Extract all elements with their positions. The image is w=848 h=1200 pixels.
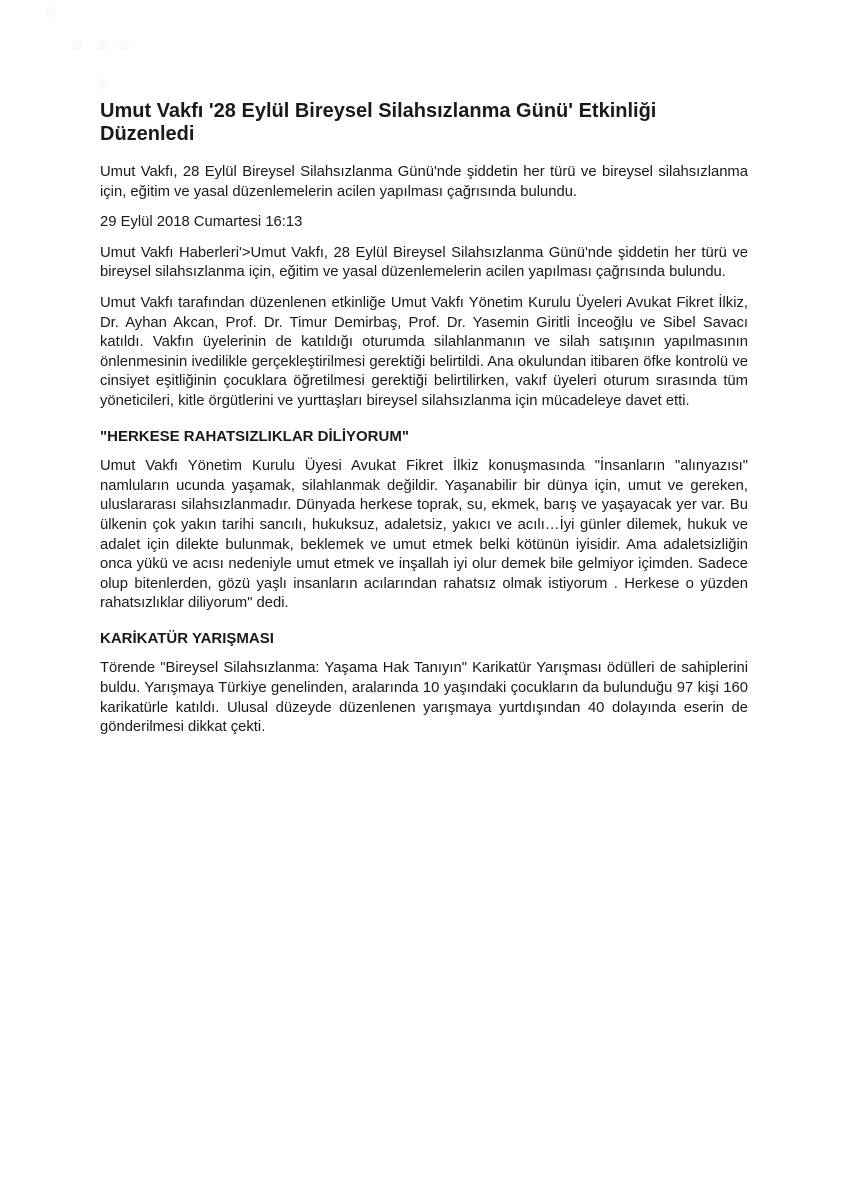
- scan-artifact: [46, 7, 56, 17]
- paragraph-quote: Umut Vakfı Yönetim Kurulu Üyesi Avukat Fikret İlkiz konuşmasında "İnsanların "alınyazısı" namluların ucunda yaşamak, silahlanmak değildir. Yaşanabilir bir dünya için, umut ve gereken, uluslararası silahsızlanmadır. Dünyada herkese toprak, su, ekmek, barış ve yaşayacak yer var. Bu ülkenin çok yakın tarihi sancılı, hukuksuz, adaletsiz, yakıcı ve acılı…İyi günler dilemek, hukuk ve adalet için dilekte bulunmak, beklemek ve umut etmek belki kötünün iyisidir. Ama adaletsizliğin onca yükü ve acısı nedeniyle umut etmek ve inşallah iyi olur demek bile gelmiyor içimden. Sadece olup bitenlerden, gözü yaşlı insanların acılarından rahatsız olmak istiyorum . Herkese o yüzden rahatsızlıklar diliyorum" dedi.: [100, 458, 748, 612]
- article-date: 29 Eylül 2018 Cumartesi 16:13: [100, 214, 303, 231]
- scan-artifact: [72, 40, 82, 50]
- page-title: Umut Vakfı '28 Eylül Bireysel Silahsızlanma Günü' Etkinliği Düzenledi: [100, 100, 657, 145]
- section-heading-quote: "HERKESE RAHATSIZLIKLAR DİLİYORUM": [100, 427, 409, 445]
- paragraph-contest: Törende "Bireysel Silahsızlanma: Yaşama Hak Tanıyın" Karikatür Yarışması ödülleri de sahiplerini buldu. Yarışmaya Türkiye genelinden, aralarında 10 yaşındaki çocukların da bulunduğu 97 kişi 160 karikatürle katıldı. Ulusal düzeyde düzenlenen yarışmaya yurtdışından 40 dolayında eserin de gönderilmesi dikkat çekti.: [100, 660, 748, 736]
- scan-artifact: [119, 40, 129, 50]
- scan-artifact: [97, 79, 107, 89]
- paragraph-intro: Umut Vakfı Haberleri'>Umut Vakfı, 28 Eylül Bireysel Silahsızlanma Günü'nde şiddetin her türü ve bireysel silahsızlanma için, eğitim ve yasal düzenlemelerin acilen yapılması çağrısında bulundu.: [100, 244, 748, 281]
- article-lead: Umut Vakfı, 28 Eylül Bireysel Silahsızlanma Günü'nde şiddetin her türü ve bireysel silahsızlanma için, eğitim ve yasal düzenlemelerin acilen yapılması çağrısında bulundu.: [100, 164, 748, 200]
- scan-artifact: [97, 40, 107, 50]
- section-heading-contest: KARİKATÜR YARIŞMASI: [100, 629, 274, 647]
- paragraph-event: Umut Vakfı tarafından düzenlenen etkinliğe Umut Vakfı Yönetim Kurulu Üyeleri Avukat Fikret İlkiz, Dr. Ayhan Akcan, Prof. Dr. Timur Demirbaş, Prof. Dr. Yasemin Giritli İnceoğlu ve Sibel Savacı katıldı. Vakfın üyelerinin de katıldığı oturumda silahlanmanın ve silah satışının yapılmasının önlenmesinin ivedilikle gerçekleştirilmesi gerektiği belirtildi. Ana okulundan itibaren öfke kontrolü ve cinsiyet eşitliğinin çocuklara öğretilmesi gerektiği belirtilirken, vakıf üyeleri oturum sırasında tüm yöneticileri, kitle örgütlerini ve yurttaşları bireysel silahsızlanma için mücadeleye davet etti.: [100, 294, 748, 409]
